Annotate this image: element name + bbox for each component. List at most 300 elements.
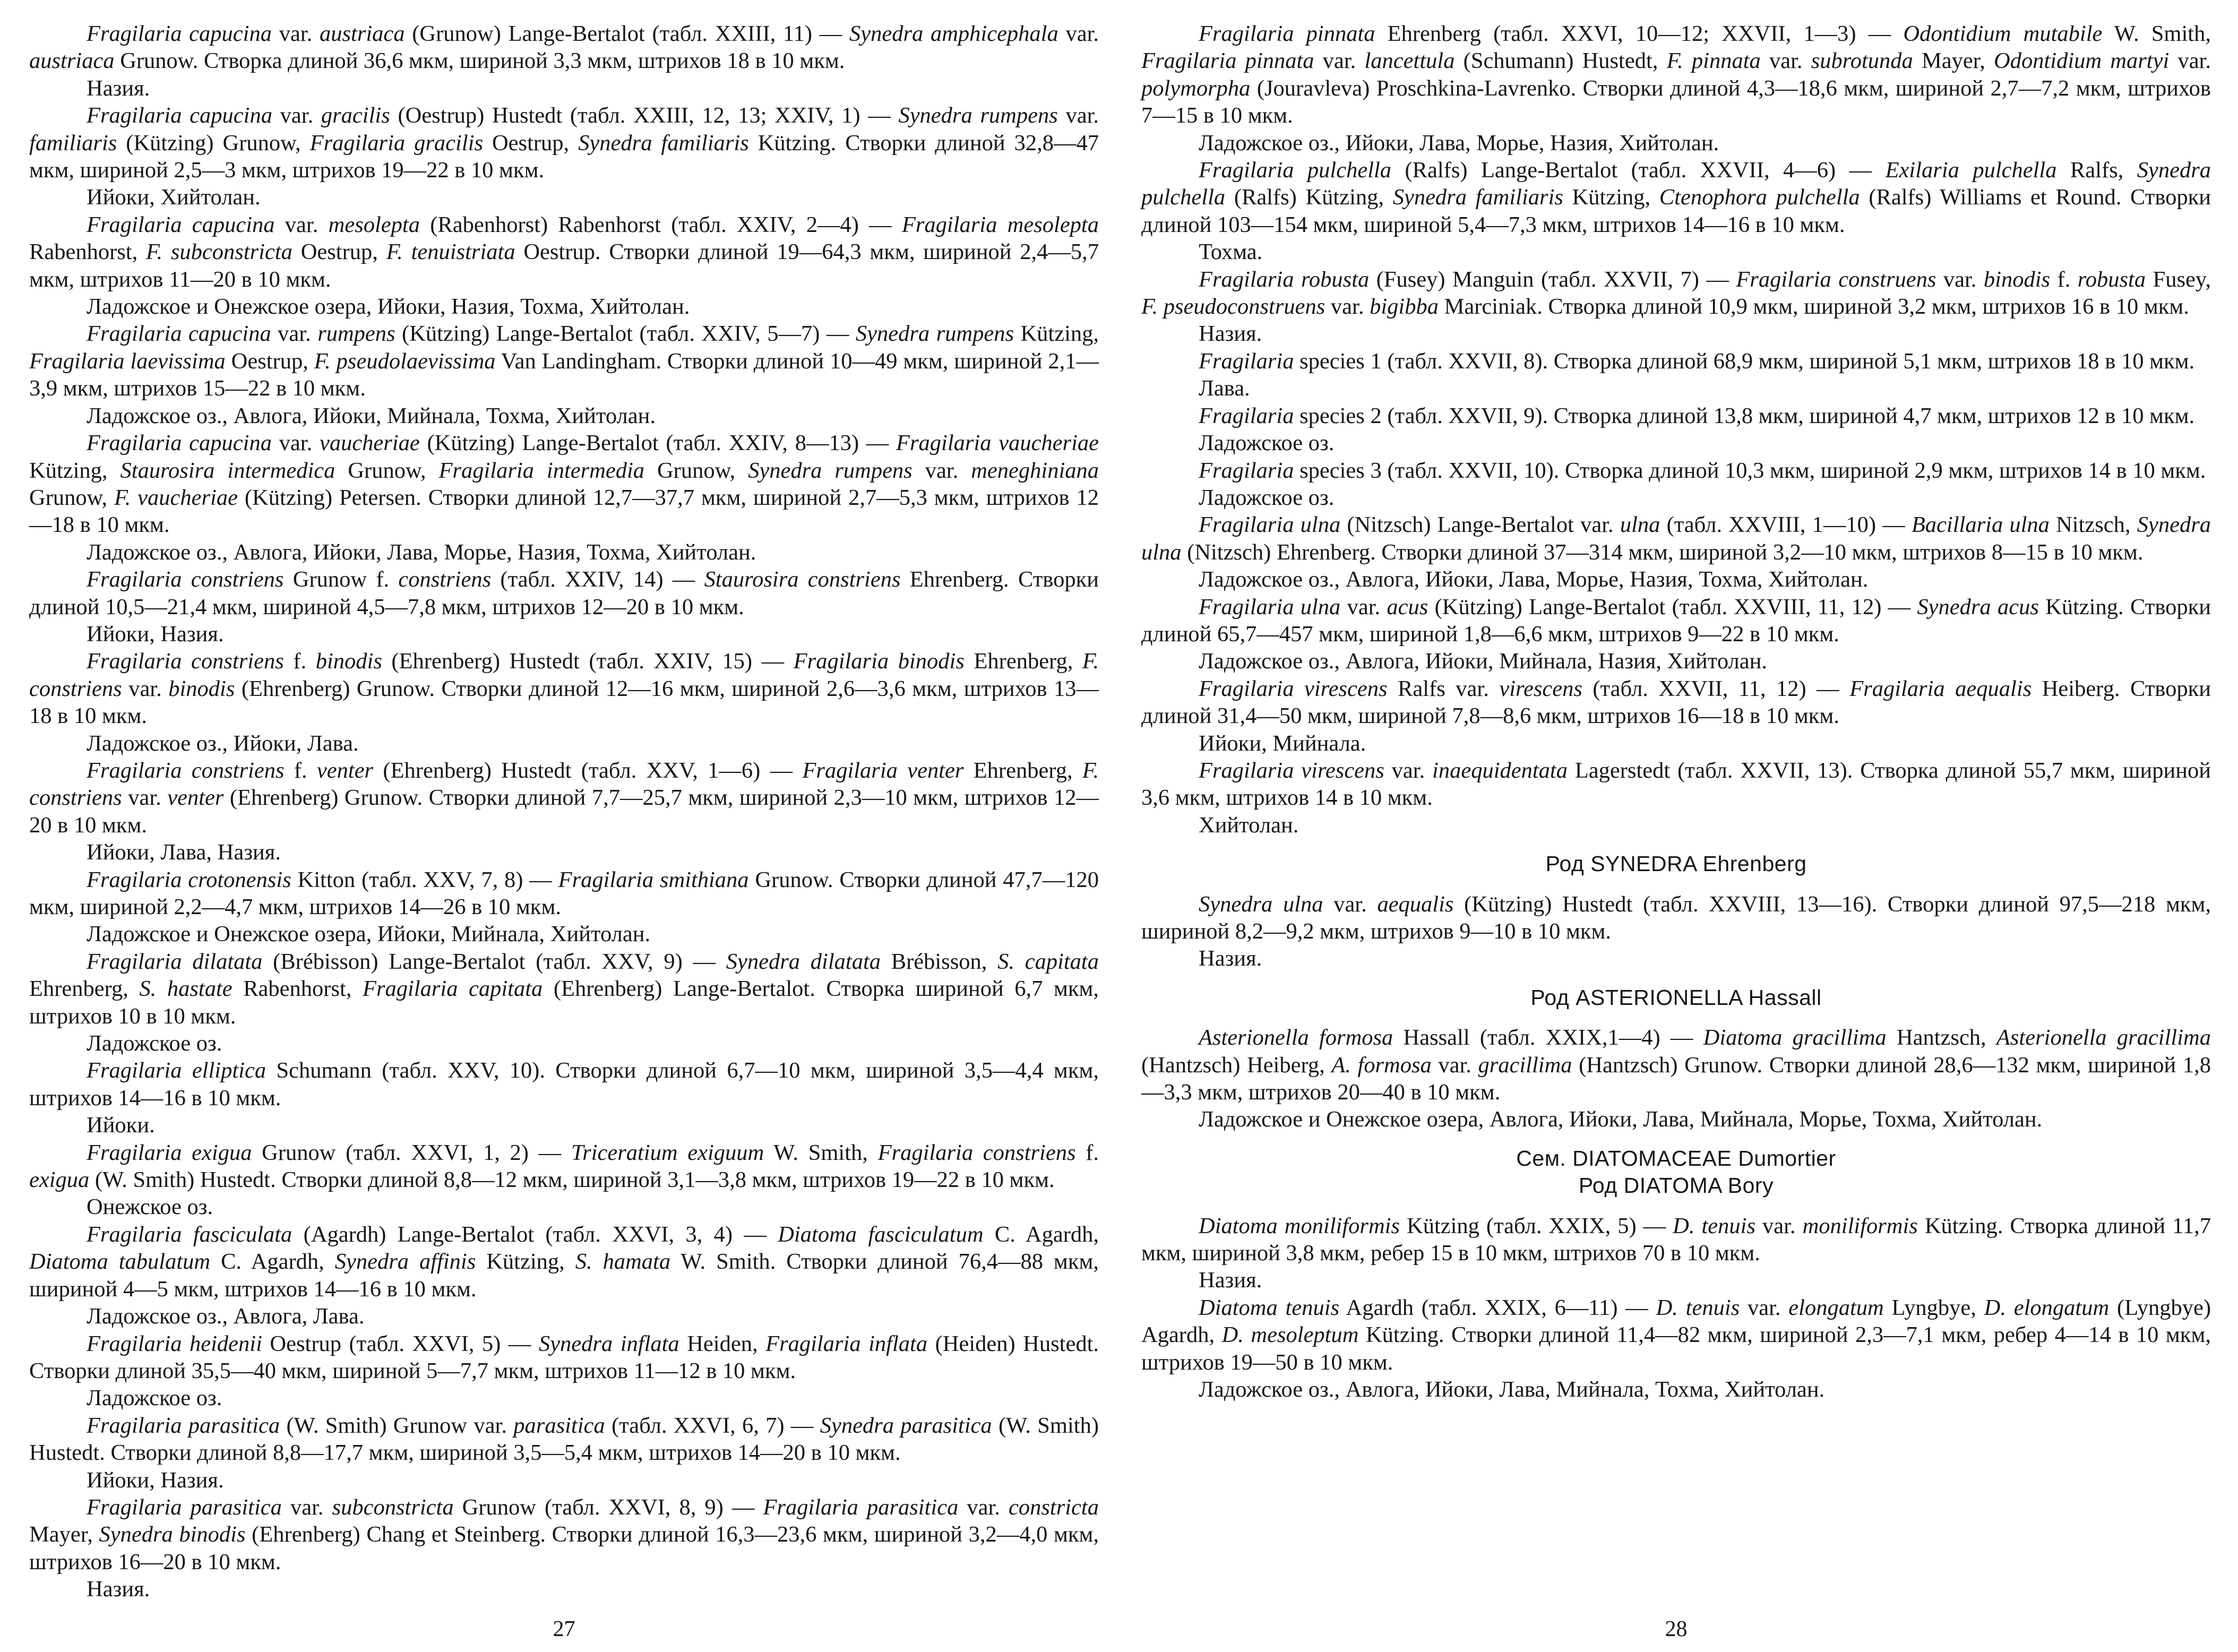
description-text: Ehrenberg (табл. XXVI, 10—12; XXVII, 1—3) — [1375,21,1904,46]
taxon-name: Synedra rumpens [748,458,913,483]
description-text: (Hantzsch) Grunow. Створки длиной 28,6—132 мкм, шириной 1,8—3,3 мкм, штрихов 20—40 в 10 мкм. [1141,1052,2211,1105]
species-entry [1141,675,2211,757]
taxon-name: Synedra rumpens [855,321,1014,347]
description-text: W. Smith. Створки длиной 76,4—88 мкм, шириной 4—5 мкм, штрихов 14—16 в 10 мкм. [29,1249,1099,1302]
taxon-name: binodis [1983,266,2051,292]
species-locations: Ийоки, Хийтолан. [87,185,261,210]
taxon-name: D. tenuis [1656,1295,1740,1320]
taxon-name: Asterionella formosa [1199,1025,1393,1051]
species-locations: Ладожское и Онежское озера, Ийоки, Мийнала, Хийтолан. [87,922,651,947]
taxon-name: S. hamata [575,1249,671,1275]
species-description [29,320,1099,402]
species-description [1141,891,2211,945]
taxon-name: Ctenophora pulchella [1659,185,1860,210]
description-text: (Kützing) Lange-Bertalot (табл. XXIV, 8—13) — [419,431,897,456]
taxon-name: D. elongatum [1984,1295,2110,1320]
species-locations: Назия. [1199,321,1262,347]
description-text: (Ehrenberg) Chang et Steinberg. Створки длиной 16,3—23,6 мкм, шириной 3,2—4,0 мкм, штрихов 16—20 в 10 мкм. [29,1522,1099,1574]
taxon-name: subconstricta [332,1494,454,1520]
description-text: Grunow f. [283,567,399,592]
description-text: (Ehrenberg) Lange-Bertalot. Створка шириной 6,7 мкм, штрихов 10 в 10 мкм. [29,976,1099,1029]
species-locations: Ладожское оз., Авлога, Ийоки, Лава, Морье, Назия, Тохма, Хийтолан. [87,539,756,565]
description-text: var. [1340,594,1387,620]
description-text: Ralfs, [2056,158,2137,183]
description-text: (Fusey) Manguin (табл. XXVII, 7) — [1369,266,1736,292]
description-text: C. Agardh, [210,1249,335,1275]
description-text: var. [958,1494,1009,1520]
taxon-name: meneghiniana [971,458,1099,483]
description-text: species 1 (табл. XXVII, 8). Створка длиной 68,9 мкм, шириной 5,1 мкм, штрихов 18 в 10 мкм. [1294,348,2195,374]
description-text: Ehrenberg, [963,758,1082,783]
taxon-name: S. hastate [139,976,233,1002]
taxon-name: Fragilaria pinnata [1141,48,1314,74]
description-text: var. [271,431,320,456]
taxon-name: Fragilaria constriens [877,1140,1076,1165]
species-locations: Ладожское и Онежское озера, Авлога, Ийоки, Лава, Мийнала, Морье, Тохма, Хийтолан. [1199,1107,2043,1132]
taxon-name: Fragilaria exigua [87,1140,252,1165]
right-page-entries [1141,20,2211,1404]
taxon-name: Fragilaria parasitica [763,1494,959,1520]
description-text: f. [284,758,317,783]
taxon-name: vaucheriae [319,431,420,456]
species-locations: Назия. [1199,946,1262,971]
taxon-name: Fragilaria parasitica [87,1413,280,1438]
taxon-name: Fragilaria capitata [362,976,543,1002]
species-entry [1141,1024,2211,1133]
species-description [29,1221,1099,1303]
species-description [29,1412,1099,1467]
species-description [1141,402,2211,429]
taxon-name: Diatoma gracillima [1703,1025,1887,1051]
description-text: (Brébisson) Lange-Bertalot (табл. XXV, 9) — [262,949,726,974]
taxon-name: moniliformis [1802,1213,1918,1238]
species-description [29,948,1099,1030]
description-text: (Nitzsch) Lange-Bertalot var. [1340,512,1620,538]
description-text: var. [1325,294,1370,320]
description-text: Oestrup, [225,348,314,374]
description-text: Kützing. Створки длиной 11,4—82 мкм, шириной 2,3—7,1 мкм, ребер 4—14 в 10 мкм, штрихов 19—50 в 10 мкм. [1141,1322,2211,1375]
taxon-name: ulna [1620,512,1660,538]
taxon-name: polymorpha [1141,75,1251,101]
taxon-name: Synedra ulna [1141,512,2211,565]
taxon-name: Fragilaria crotonensis [87,867,291,892]
description-text: var. [122,785,168,811]
species-locations: Ийоки, Назия. [87,621,224,647]
description-text: var. [1058,21,1099,46]
species-entry [29,866,1099,948]
species-locations: Ладожское оз., Авлога, Ийоки, Мийнала, Назия, Хийтолан. [1199,649,1767,674]
description-text: (Nitzsch) Ehrenberg. Створки длиной 37—314 мкм, шириной 3,2—10 мкм, штрихов 8—15 в 10 мкм. [1181,539,2144,565]
species-locations: Ийоки, Назия. [87,1467,224,1493]
description-text: Grunow, [29,485,115,510]
description-text: Agardh (табл. XXIX, 6—11) — [1339,1295,1656,1320]
species-description [1141,675,2211,730]
species-locations: Ладожское оз., Ийоки, Лава, Морье, Назия, Хийтолан. [1199,130,1719,156]
taxon-name: subrotunda [1811,48,1913,74]
taxon-name: Fragilaria fasciculata [87,1221,292,1247]
species-entry [29,1494,1099,1603]
right-page [1141,20,2211,1650]
species-entry [1141,511,2211,593]
species-entry [1141,20,2211,157]
spacer [1141,839,2211,850]
species-entry [1141,266,2211,348]
description-text: var. [122,676,169,701]
species-entry [1141,157,2211,266]
taxon-name: Fragilaria ulna [1199,512,1341,538]
species-locations: Ладожское оз., Авлога, Лава. [87,1304,365,1329]
taxon-name: Fragilaria smithiana [558,867,749,892]
species-description [29,211,1099,293]
description-text: (Kützing) Petersen. Створки длиной 12,7—37,7 мкм, шириной 2,7—5,3 мкм, штрихов 12—18 в 10 мкм. [29,485,1099,538]
taxon-name: Fragilaria laevissima [29,348,226,374]
taxon-name: Fragilaria heidenii [87,1331,262,1356]
species-locations: Ладожское и Онежское озера, Ийоки, Назия, Тохма, Хийтолан. [87,294,690,320]
species-locations: Ладожское оз., Авлога, Ийоки, Мийнала, Тохма, Хийтолан. [87,403,656,428]
page-number-right: 28 [1665,1617,1688,1641]
taxon-name: Fragilaria [1199,458,1294,483]
species-locations: Ийоки, Лава, Назия. [87,840,281,865]
taxon-name: Synedra amphicephala [849,21,1058,46]
description-text: Kützing. Створки длиной 65,7—457 мкм, шириной 1,8—6,6 мкм, штрихов 9—22 в 10 мкм. [1141,594,2211,647]
description-text: var. [271,21,320,46]
description-text: var. [274,212,329,237]
description-text: (Rabenhorst) Rabenhorst (табл. XXIV, 2—4) — [419,212,902,237]
spacer [1141,878,2211,891]
species-description [29,1139,1099,1194]
taxon-name: Diatoma moniliformis [1199,1213,1400,1238]
description-text: (Schumann) Hustedt, [1454,48,1667,74]
taxon-name: acus [1387,594,1428,620]
species-description [29,866,1099,921]
species-entry [1141,348,2211,402]
taxon-name: inaequidentata [1432,758,1568,783]
taxon-name: Fragilaria constriens [87,567,284,592]
description-text: var. [271,321,318,347]
description-text: (Kützing) Hustedt (табл. XXVIII, 13—16). Створки длиной 97,5—218 мкм, шириной 8,2—9,2 мкм, штрихов 9—10 в 10 мкм. [1141,891,2211,944]
taxon-name: F. constriens [29,649,1099,701]
species-entry [1141,757,2211,839]
species-entry [1141,1212,2211,1294]
description-text: (табл. XXVIII, 1—10) — [1660,512,1912,538]
species-description [1141,157,2211,238]
spacer [1141,973,2211,984]
taxon-name: austriaca [29,48,115,74]
description-text: Grunow (табл. XXVI, 8, 9) — [453,1494,763,1520]
description-text: (Ehrenberg) Hustedt (табл. XXV, 1—6) — [373,758,803,783]
species-description [29,429,1099,539]
species-description [29,566,1099,621]
description-text: (табл. XXIV, 14) — [491,567,704,592]
taxon-name: rumpens [317,321,395,347]
species-entry [29,1221,1099,1330]
taxon-name: Synedra pulchella [1141,158,2211,210]
taxon-name: Fragilaria dilatata [87,949,263,974]
left-page [29,20,1099,1650]
description-text: (табл. XXVI, 6, 7) — [605,1413,820,1438]
description-text: Nitzsch, [2049,512,2137,538]
taxon-name: Fragilaria constriens [87,649,284,674]
taxon-name: F. tenuistriata [386,239,515,265]
taxon-name: Fragilaria capucina [87,431,272,456]
species-entry [1141,891,2211,973]
species-entry [29,1330,1099,1412]
taxon-name: Odontidium martyi [1994,48,2170,74]
description-text: (Ralfs) Williams et Round. Створки длиной 103—154 мкм, шириной 5,4—7,3 мкм, штрихов 14—16 в 10 мкм. [1141,185,2211,237]
description-text: Kützing, [29,458,120,483]
species-description [1141,1294,2211,1376]
species-description [1141,1024,2211,1106]
taxon-name: F. pseudoconstruens [1141,294,1325,320]
spacer [1141,1133,2211,1145]
species-description [29,648,1099,729]
spacer [1141,1011,2211,1024]
taxon-name: Exilaria pulchella [1885,158,2057,183]
description-text: Brébisson, [881,949,998,974]
taxon-name: Synedra rumpens [898,103,1058,128]
taxon-name: Asterionella gracillima [1996,1025,2211,1051]
description-text: var. [2169,48,2211,74]
species-description [29,1494,1099,1576]
taxon-name: bigibba [1370,294,1439,320]
description-text: Fusey, [2146,266,2211,292]
taxon-name: lancettula [1364,48,1455,74]
description-text: Kützing. Створка длиной 11,7 мкм, шириной 3,8 мкм, ребер 15 в 10 мкм, штрихов 70 в 10 мкм. [1141,1213,2211,1266]
description-text: Grunow. Створка длиной 36,6 мкм, шириной 3,3 мкм, штрихов 18 в 10 мкм. [114,48,845,74]
taxon-name: Fragilaria venter [802,758,964,783]
taxon-name: austriaca [319,21,405,46]
description-text: var. [281,1494,332,1520]
species-entry [1141,402,2211,457]
species-entry [29,211,1099,321]
species-description [29,102,1099,184]
description-text: Oestrup, [483,130,579,156]
description-text: (Lyngbye) Agardh, [1141,1295,2211,1348]
taxon-name: virescens [1499,676,1582,701]
taxon-name: venter [316,758,374,783]
species-locations: Назия. [87,75,150,101]
description-text: Grunow, [335,458,439,483]
taxon-name: Synedra dilatata [726,949,881,974]
description-text: (Ralfs) Kützing, [1225,185,1393,210]
description-text: var. [272,103,321,128]
taxon-name: gracilis [321,103,390,128]
description-text: Heiberg. Створки длиной 31,4—50 мкм, шириной 7,8—8,6 мкм, штрихов 16—18 в 10 мкм. [1141,676,2211,729]
description-text: (Agardh) Lange-Bertalot (табл. XXVI, 3, 4) — [292,1221,778,1247]
description-text: f. [1075,1140,1099,1165]
taxon-name: Synedra binodis [99,1522,246,1547]
description-text: Mayer, [1913,48,1994,74]
description-text: (W. Smith) Hustedt. Створки длиной 8,8—17,7 мкм, шириной 3,5—5,4 мкм, штрихов 14—20 в 10 мкм. [29,1413,1099,1466]
description-text: var. [1760,48,1811,74]
section-heading: Род ASTERIONELLA Hassall [1530,985,1822,1010]
taxon-name: parasitica [513,1413,605,1438]
species-entry [29,320,1099,429]
species-entry [1141,457,2211,512]
taxon-name: Fragilaria capucina [87,321,271,347]
description-text: Marciniak. Створка длиной 10,9 мкм, шириной 3,2 мкм, штрихов 16 в 10 мкм. [1438,294,2189,320]
description-text: (Ehrenberg) Grunow. Створки длиной 12—16 мкм, шириной 2,6—3,6 мкм, штрихов 13—18 в 10 мкм. [29,676,1099,729]
description-text: Rabenhorst, [232,976,363,1002]
taxon-name: Fragilaria inflata [765,1331,928,1356]
taxon-name: constriens [398,567,492,592]
taxon-name: constricta [1009,1494,1099,1520]
taxon-name: familiaris [29,130,117,156]
taxon-name: Staurosira constriens [704,567,901,592]
taxon-name: aequalis [1377,891,1454,917]
description-text: Van Landingham. Створки длиной 10—49 мкм, шириной 2,1—3,9 мкм, штрихов 15—22 в 10 мкм. [29,348,1099,401]
description-text: (W. Smith) Grunow var. [280,1413,514,1438]
species-description [1141,348,2211,375]
description-text: var. [1431,1052,1478,1078]
species-locations: Ийоки. [87,1113,155,1138]
taxon-name: D. mesoleptum [1221,1322,1359,1348]
description-text: C. Agardh, [983,1221,1099,1247]
left-page-entries [29,20,1099,1603]
species-locations: Назия. [1199,1268,1262,1293]
taxon-name: Diatoma tabulatum [29,1249,211,1275]
section-heading: Род DIATOMA Bory [1578,1173,1774,1198]
species-locations: Ладожское оз., Ийоки, Лава. [87,730,359,756]
description-text: (Jouravleva) Proschkina-Lavrenko. Створки длиной 4,3—18,6 мкм, шириной 2,7—7,2 мкм, штрихов 7—15 в 10 мкм. [1141,75,2211,128]
taxon-name: Synedra familiaris [1392,185,1563,210]
description-text: Mayer, [29,1522,99,1547]
species-entry [29,1057,1099,1139]
taxon-name: Odontidium mutabile [1903,21,2103,46]
description-text: (Kützing) Grunow, [117,130,310,156]
taxon-name: Synedra familiaris [578,130,749,156]
description-text: (Ehrenberg) Grunow. Створки длиной 7,7—25,7 мкм, шириной 2,3—10 мкм, штрихов 12—20 в 10 мкм. [29,785,1099,838]
description-text: W. Smith, [764,1140,878,1165]
taxon-name: Fragilaria ulna [1199,594,1341,620]
description-text: Oestrup (табл. XXVI, 5) — [262,1331,539,1356]
description-text: var. [912,458,971,483]
taxon-name: Fragilaria virescens [1199,676,1388,701]
taxon-name: binodis [315,649,382,674]
description-text: species 2 (табл. XXVII, 9). Створка длиной 13,8 мкм, шириной 4,7 мкм, штрихов 12 в 10 мкм. [1294,403,2195,428]
species-locations: Ладожское оз., Авлога, Ийоки, Лава, Морье, Назия, Тохма, Хийтолан. [1199,567,1869,592]
description-text: var. [1755,1213,1803,1238]
taxon-name: robusta [2077,266,2146,292]
taxon-name: binodis [168,676,235,701]
description-text: var. [1057,103,1099,128]
species-description [29,757,1099,839]
species-entry [29,20,1099,102]
description-text: Ralfs var. [1387,676,1500,701]
taxon-name: Synedra ulna [1199,891,1323,917]
taxon-name: Synedra acus [1917,594,2039,620]
description-text: Lyngbye, [1883,1295,1984,1320]
species-locations: Назия. [87,1577,150,1602]
description-text: Kützing, [1014,321,1099,347]
section-heading: Сем. DIATOMACEAE Dumortier [1516,1146,1836,1171]
description-text: Grunow (табл. XXVI, 1, 2) — [252,1140,571,1165]
taxon-name: F. constriens [29,758,1099,811]
species-description [1141,757,2211,812]
description-text: (Ralfs) Lange-Bertalot (табл. XXVII, 4—6) — [1391,158,1886,183]
description-text: (Kützing) Lange-Bertalot (табл. XXIV, 5—7) — [395,321,856,347]
taxon-name: Synedra parasitica [820,1413,992,1438]
description-text: (Oestrup) Hustedt (табл. XXIII, 12, 13; XXIV, 1) — [390,103,899,128]
description-text: Kützing, [1563,185,1659,210]
taxon-name: F. pinnata [1666,48,1761,74]
species-locations: Ладожское оз. [87,1386,222,1411]
taxon-name: Staurosira intermedica [120,458,335,483]
taxon-name: F. subconstricta [146,239,292,265]
species-locations: Тохма. [1199,239,1263,265]
taxon-name: mesolepta [328,212,420,237]
species-locations: Онежское оз. [87,1194,213,1220]
species-locations: Ладожское оз. [1199,485,1335,510]
species-entry [1141,593,2211,675]
description-text: Schumann (табл. XXV, 10). Створки длиной 6,7—10 мкм, шириной 3,5—4,4 мкм, штрихов 14—16 в 10 мкм. [29,1058,1099,1111]
taxon-name: Fragilaria parasitica [87,1494,282,1520]
species-description [29,20,1099,75]
description-text: Kitton (табл. XXV, 7, 8) — [291,867,558,892]
species-description [1141,457,2211,484]
taxon-name: Fragilaria construens [1736,266,1936,292]
description-text: Ehrenberg, [29,976,140,1002]
description-text: Grunow. Створки длиной 47,7—120 мкм, шириной 2,2—4,7 мкм, штрихов 14—26 в 10 мкм. [29,867,1099,919]
description-text: (Grunow) Lange-Bertalot (табл. XXIII, 11) — [404,21,849,46]
species-description [29,1057,1099,1112]
description-text: (табл. XXVII, 11, 12) — [1582,676,1850,701]
description-text: Ehrenberg, [964,649,1082,674]
taxon-name: Fragilaria capucina [87,103,272,128]
description-text: Heiden, [679,1331,766,1356]
description-text: Hantzsch, [1886,1025,1996,1051]
taxon-name: Fragilaria mesolepta [901,212,1099,237]
taxon-name: Fragilaria pinnata [1199,21,1375,46]
taxon-name: Fragilaria pulchella [1199,158,1392,183]
species-entry [29,757,1099,866]
taxon-name: Fragilaria intermedia [438,458,645,483]
species-description [1141,593,2211,648]
spacer [1141,1200,2211,1212]
description-text: Rabenhorst, [29,239,146,265]
description-text: (Heiden) Hustedt. Створки длиной 35,5—40 мкм, шириной 5—7,7 мкм, штрихов 11—12 в 10 мкм. [29,1331,1099,1383]
taxon-name: Diatoma fasciculatum [778,1221,984,1247]
description-text: var. [1936,266,1984,292]
taxon-name: Triceratium exiguum [571,1140,764,1165]
description-text: var. [1314,48,1365,74]
taxon-name: Fragilaria [1199,403,1294,428]
taxon-name: Fragilaria [1199,348,1294,374]
species-locations: Ладожское оз. [87,1031,222,1056]
section-heading: Род SYNEDRA Ehrenberg [1545,851,1807,876]
description-text: Hassall (табл. XXIX,1—4) — [1393,1025,1703,1051]
description-text: Oestrup. Створки длиной 19—64,3 мкм, шириной 2,4—5,7 мкм, штрихов 11—20 в 10 мкм. [29,239,1099,292]
description-text: f. [2050,266,2078,292]
taxon-name: Fragilaria aequalis [1849,676,2032,701]
species-entry [29,648,1099,757]
description-text: (Ehrenberg) Hustedt (табл. XXIV, 15) — [382,649,794,674]
taxon-name: Fragilaria gracilis [309,130,483,156]
species-entry [29,102,1099,211]
description-text: Lagerstedt (табл. XXVII, 13). Створка длиной 55,7 мкм, шириной 3,6 мкм, штрихов 14 в 10 мкм. [1141,758,2211,811]
species-locations: Ийоки, Мийнала. [1199,730,1366,756]
taxon-name: Synedra affinis [334,1249,476,1275]
species-description [29,1330,1099,1385]
description-text: species 3 (табл. XXVII, 10). Створка длиной 10,3 мкм, шириной 2,9 мкм, штрихов 14 в 10 мкм. [1294,458,2206,483]
species-entry [29,1139,1099,1221]
species-locations: Ладожское оз., Авлога, Ийоки, Лава, Мийнала, Тохма, Хийтолан. [1199,1377,1825,1403]
taxon-name: Synedra inflata [538,1331,679,1356]
description-text: (W. Smith) Hustedt. Створки длиной 8,8—12 мкм, шириной 3,1—3,8 мкм, штрихов 19—22 в 10 мкм. [89,1167,1055,1193]
species-entry [29,948,1099,1057]
taxon-name: exigua [29,1167,90,1193]
species-locations: Хийтолан. [1199,812,1299,838]
